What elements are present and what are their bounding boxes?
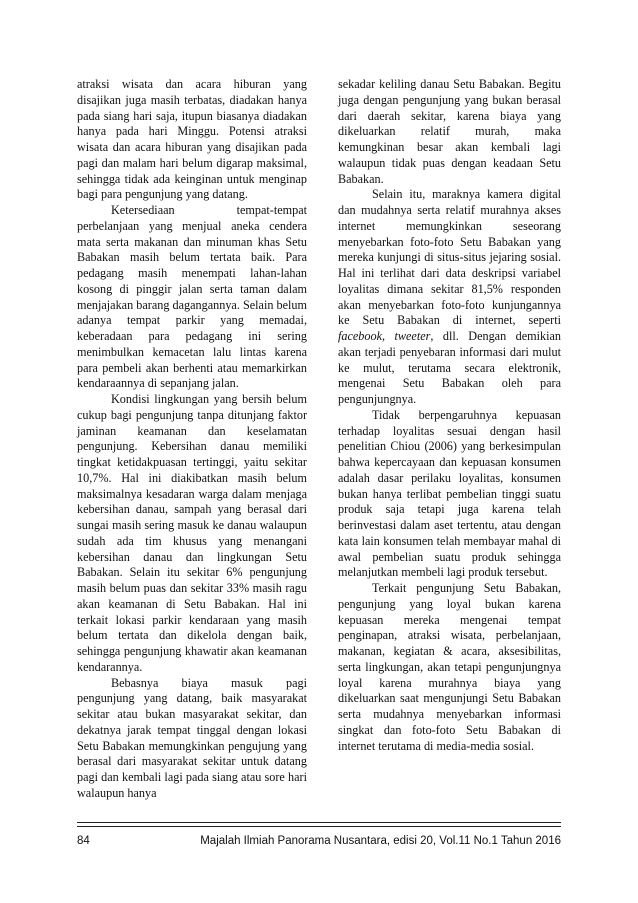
paragraph: Terkait pengunjung Setu Babakan, pengunjung yang loyal bukan karena kepuasan mereka mengenai tempat penginapan, atraksi wisata, perbelanjaan, makanan, kegiatan & acara, aksesibilitas, serta lingkungan, akan tetapi pengunjungnya loyal karena murahnya biaya yang dikeluarkan saat mengunjungi Setu Babakan serta mudahnya menyebarkan informasi singkat dan foto-foto Setu Babakan di internet terutama di media-media sosial. <box>338 581 561 753</box>
footer-rule-thin <box>77 826 561 827</box>
footer-rule <box>77 822 561 823</box>
paragraph: Ketersediaan tempat-tempat perbelanjaan yang menjual aneka cendera mata serta makanan dan minuman khas Setu Babakan masih belum tertata baik. Para pedagang masih menempati lahan-lahan kosong di pinggir jalan serta taman dalam menjajakan barang dagangannya. Selain belum adanya tempat parkir yang memadai, keberadaan para pedagang ini sering menimbulkan kemacetan lalu lintas karena para pembeli akan berhenti atau memarkirkan kendaraannya di sepanjang jalan. <box>77 203 307 391</box>
italic-social-media-names: facebook, tweeter <box>338 329 431 343</box>
paragraph: Tidak berpengaruhnya kepuasan terhadap loyalitas sesuai dengan hasil penelitian Chiou (2006) yang berkesimpulan bahwa kepercayaan dan kepuasan konsumen adalah dasar perilaku loyalitas, konsumen bukan hanya terlibat pembelian tinggi suatu produk saja tetapi juga karena telah berinvestasi dalam aset tertentu, atau dengan kata lain konsumen telah membayar mahal di awal pembelian suatu produk sehingga melanjutkan membeli lagi produk tersebut. <box>338 407 561 580</box>
journal-citation: Majalah Ilmiah Panorama Nusantara, edisi 20, Vol.11 No.1 Tahun 2016 <box>200 835 561 847</box>
paragraph: atraksi wisata dan acara hiburan yang disajikan juga masih terbatas, diadakan hanya pada siang hari saja, itupun biasanya diadakan hanya pada hari Minggu. Potensi atraksi wisata dan acara hiburan yang disajikan pada pagi dan malam hari belum digarap maksimal, sehingga tidak ada keinginan untuk menginap bagi para pengunjung yang datang. <box>77 77 307 202</box>
paragraph-text: , dll. Dengan demikian akan terjadi penyebaran informasi dari mulut ke mulut, terutama secara elektronik, mengenai Setu Babakan oleh para pengunjungnya. <box>338 329 561 406</box>
paragraph: Bebasnya biaya masuk pagi pengunjung yang datang, baik masyarakat sekitar atau bukan masyarakat sekitar, dan dekatnya jarak tempat tinggal dengan lokasi Setu Babakan memungkinkan pengujung yang berasal dari masyarakat sekitar untuk datang pagi dan kembali lagi pada siang atau sore hari walaupun hanya <box>77 675 307 800</box>
page-footer <box>77 835 561 851</box>
left-column <box>77 77 307 802</box>
paragraph: Kondisi lingkungan yang bersih belum cukup bagi pengunjung tanpa ditunjang faktor jaminan keamanan dan keselamatan pengunjung. Kebersihan danau memiliki tingkat ketidakpuasan tertinggi, yaitu sekitar 10,7%. Hal ini diakibatkan masih belum maksimalnya kesadaran warga dalam menjaga kebersihan danau, sampah yang berasal dari sungai masih sering masuk ke danau walaupun sudah ada tim khusus yang menangani kebersihan danau dan lingkungan Setu Babakan. Selain itu sekitar 6% pengunjung masih belum puas dan sekitar 33% masih ragu akan keamanan di Setu Babakan. Hal ini terkait lokasi parkir kendaraan yang masih belum tertata dan dikelola dengan baik, sehingga pengunjung khawatir akan keamanan kendarannya. <box>77 392 307 674</box>
paragraph-text: Selain itu, maraknya kamera digital dan mudahnya serta relatif murahnya akses internet memungkinkan seseorang menyebarkan foto-foto Setu Babakan yang mereka kunjungi di situs-situs jejaring sosial. Hal ini terlihat dari data deskripsi variabel loyalitas dimana sekitar 81,5% responden akan menyebarkan foto-foto kunjungannya ke Setu Babakan di internet, seperti <box>338 187 561 328</box>
right-column <box>338 77 561 754</box>
paragraph: sekadar keliling danau Setu Babakan. Begitu juga dengan pengunjung yang bukan berasal dari daerah sekitar, karena biaya yang dikeluarkan relatif murah, maka kemungkinan besar akan kembali lagi walaupun tidak puas dengan keadaan Setu Babakan. <box>338 77 561 186</box>
page-number: 84 <box>77 835 90 847</box>
paragraph <box>338 187 561 408</box>
